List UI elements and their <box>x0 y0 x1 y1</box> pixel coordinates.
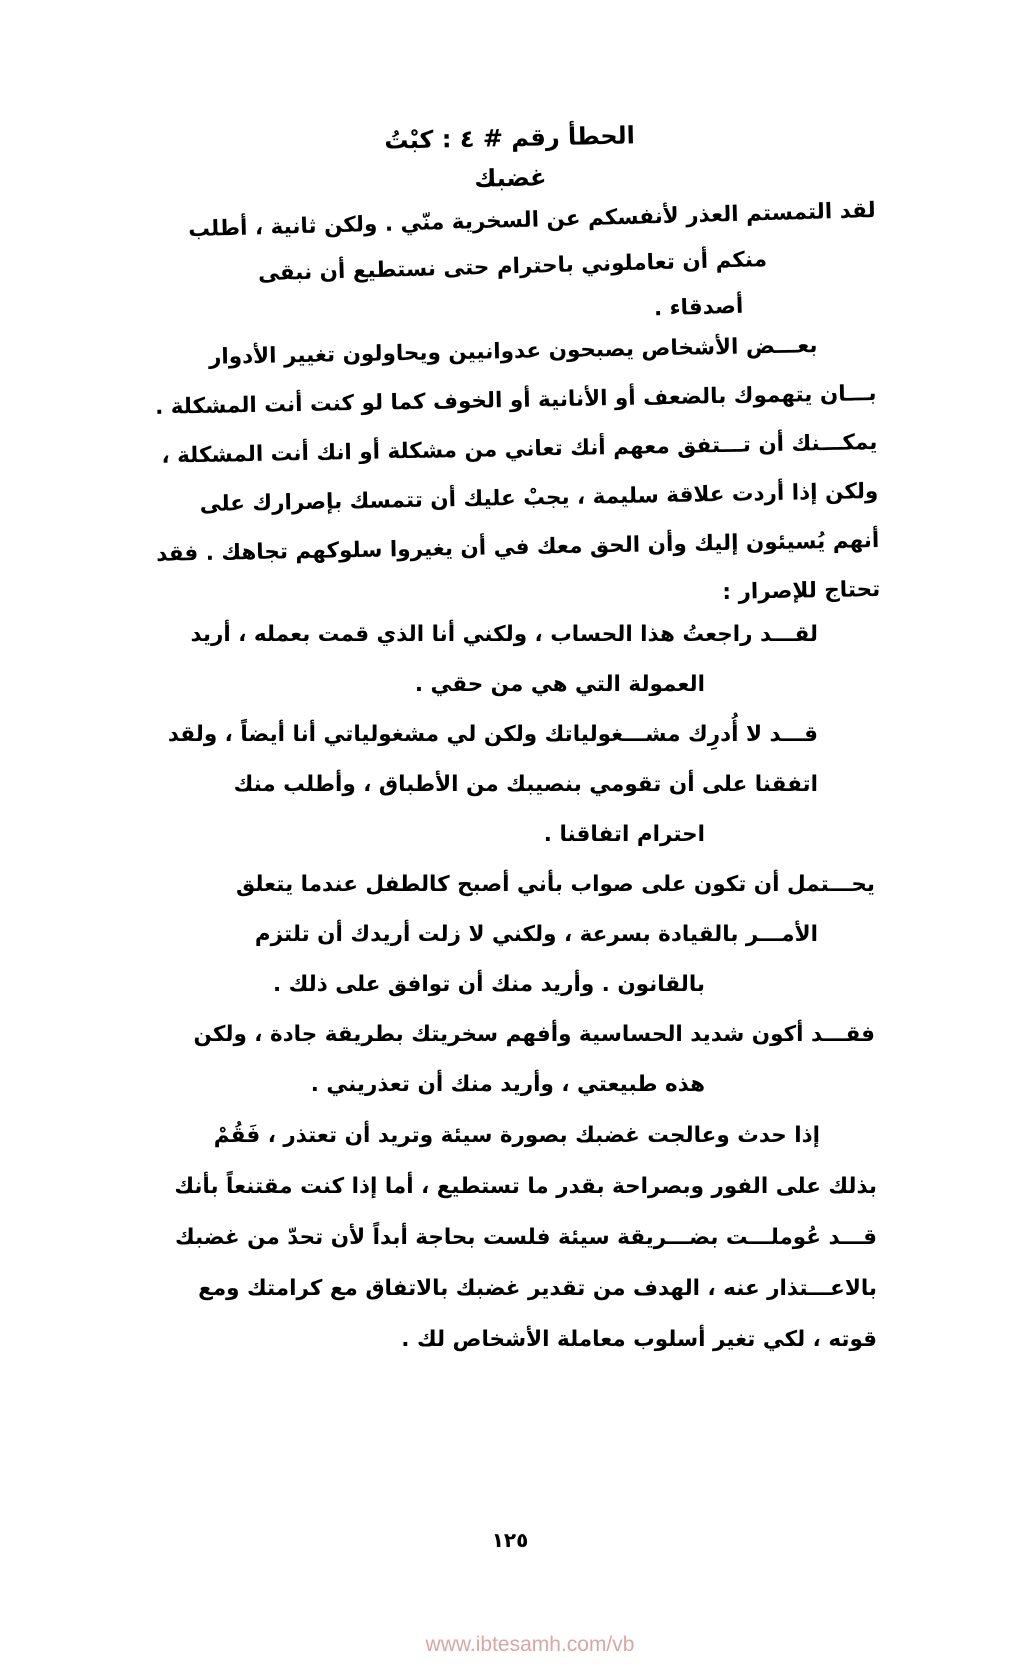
text-line: ولكن إذا أردت علاقة سليمة ، يجبْ عليك أن تتمسك بإصرارك على <box>199 478 879 517</box>
paragraph-apology <box>132 1110 877 1365</box>
watermark-link[interactable]: www.ibtesamh.com/vb <box>425 1633 635 1656</box>
text-line: تحتاج للإصرار : <box>722 576 881 605</box>
paragraph-aggressive-people <box>140 320 881 628</box>
example-3-line-1: يحـــتمل أن تكون على صواب بأني أصبح كالطفل عندما يتعلق <box>236 872 875 897</box>
example-3-line-2: الأمـــر بالقيادة بسرعة ، ولكني لا زلت أريدك أن تلتزم <box>254 922 818 947</box>
example-4-line-2: هذه طبيعتي ، وأريد منك أن تعذريني . <box>310 1072 705 1097</box>
heading-line-2: غضبك <box>474 163 547 193</box>
text-line: بالاعـــتذار عنه ، الهدف من تقدير غضبك بالاتفاق مع كرامتك ومع <box>198 1276 877 1301</box>
text-line: بعـــض الأشخاص يصبحون عدوانيين ويحاولون تغيير الأدوار <box>208 333 818 370</box>
example-2-line-2: اتفقنا على أن تقومي بنصيبك من الأطباق ، وأطلب منك <box>233 772 818 797</box>
text-line: قـــد عُوملـــت بضـــريقة سيئة فلست بحاجة أبداً لأن تحدّ من غضبك <box>174 1225 877 1250</box>
page-number: ١٢٥ <box>491 1528 529 1552</box>
heading-highlight: كبْتُ <box>384 125 434 155</box>
text-line: إذا حدث وعالجت غضبك بصورة سيئة وتريد أن تعتذر ، فَقُمْ <box>213 1123 820 1148</box>
example-2-line-1: قـــد لا أُدرِك مشـــغولياتك ولكن لي مشغولياتي أنا أيضاً ، ولقد <box>167 722 818 747</box>
text-line-part: منكم أن تعاملوني باحترام حتى نستطيع أن نبقى <box>257 247 768 287</box>
text-line: بذلك على الفور وبصراحة بقدر ما تستطيع ، أما إذا كنت مقتنعاً بأنك <box>174 1174 877 1199</box>
heading-line-1: الحطأ رقم # ٤ : كبْتُ <box>384 121 636 155</box>
text-line: بـــان يتهموك بالضعف أو الأنانية أو الخوف كما لو كنت أنت المشكلة . <box>154 380 877 420</box>
example-2-line-3: احترام اتفاقنا . <box>543 822 705 847</box>
examples-list <box>140 610 875 1110</box>
text-line-part: أصدقاء . <box>653 293 744 322</box>
text-line: لقد التمستم العذر لأنفسكم عن السخرية منّي . ولكن ثانية ، أطلب <box>187 197 876 243</box>
text-line: أنهم يُسيئون إليك وأن الحق معك في أن يغيروا سلوكهم تجاهك . فقد <box>156 527 880 567</box>
example-4-line-1: فقـــد أكون شديد الحساسية وأفهم سخريتك بطريقة جادة ، ولكن <box>193 1022 875 1047</box>
example-3-line-3: بالقانون . وأريد منك أن توافق على ذلك . <box>272 972 705 997</box>
text-line: يمكـــنك أن تـــتفق معهم أنك تعاني من مشكلة أو انك أنت المشكلة ، <box>161 429 878 469</box>
example-1-line-1: لقـــد راجعتُ هذا الحساب ، ولكني أنا الذي قمت بعمله ، أريد <box>190 622 818 647</box>
chapter-heading <box>299 114 721 203</box>
text-line: قوته ، لكي تغير أسلوب معاملة الأشخاص لك . <box>401 1327 877 1352</box>
example-1-line-2: العمولة التي هي من حقي . <box>414 672 705 697</box>
